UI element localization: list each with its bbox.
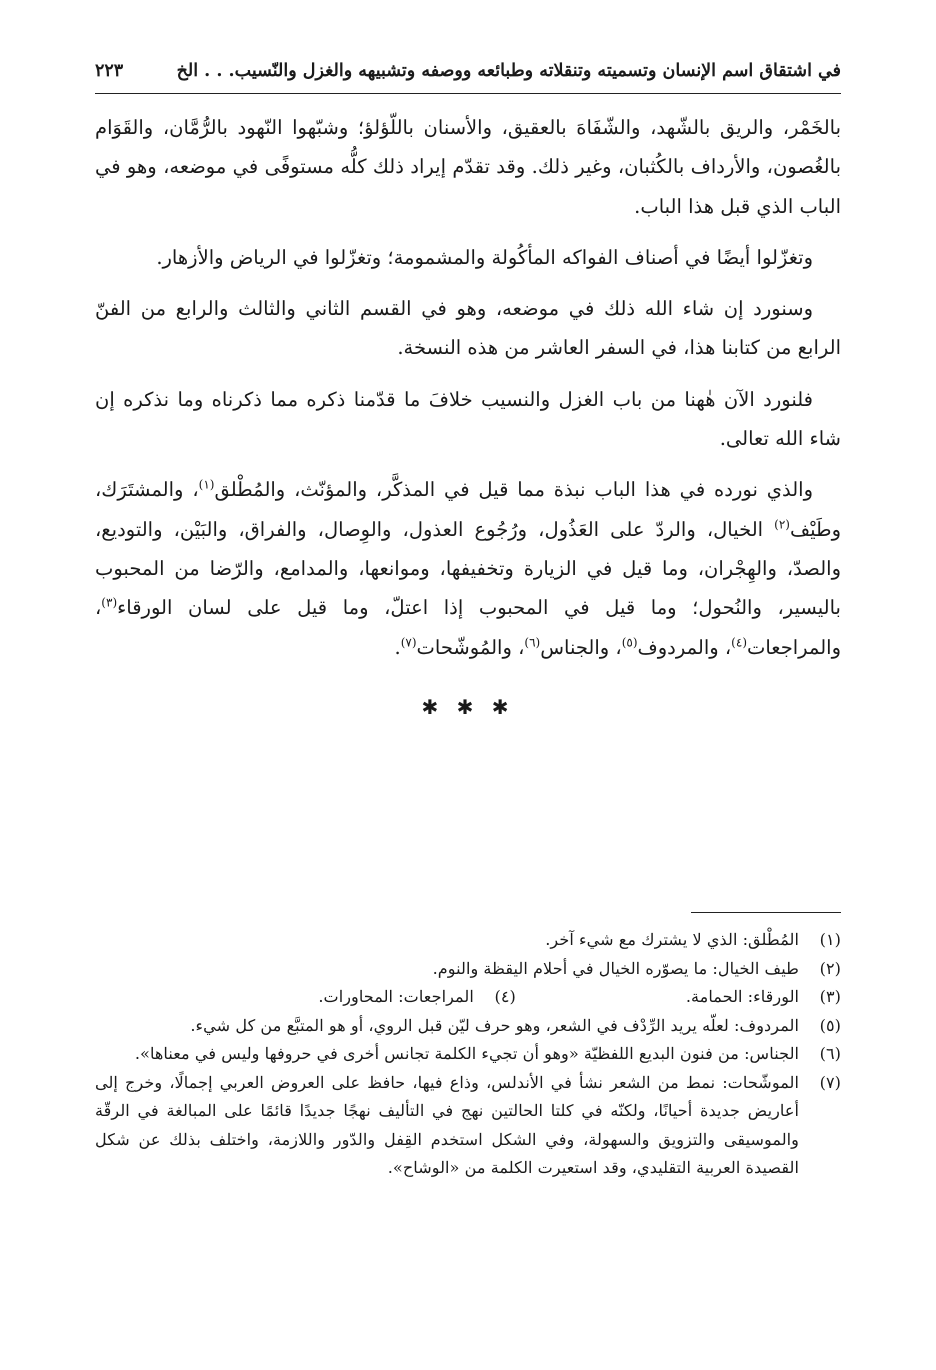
footnote-ref-6[interactable]: (٦) [524,635,541,650]
footnote-number: (١) [819,930,841,949]
footnote-text: الجناس: من فنون البديع اللفظيّة «وهو أن تجيء الكلمة تجانس أخرى في حروفها وليس في معناها». [134,1044,799,1063]
paragraph-2: وتغزّلوا أيضًا في أصناف الفواكه المأكُولة والمشمومة؛ وتغزّلوا في الرياض والأزهار. [156,245,813,269]
section-separator: ✱ ✱ ✱ [421,694,515,719]
footnote-text: الورقاء: الحمامة. [685,987,799,1006]
text-segment: والذي نورده في هذا الباب نبذة مما قيل في المذكَّر، والمؤنّث، والمُطْلق [214,478,814,502]
footnote-number: (٦) [819,1044,841,1063]
paragraph-5 [95,470,841,666]
paragraph-3: وسنورد إن شاء الله ذلك في موضعه، وهو في القسم الثاني والثالث والرابع من الفنّ الرابع من كتابنا هذا، في السفر العاشر من هذه النسخة. [95,297,841,360]
footnote-number: (٧) [819,1072,841,1092]
footnotes [95,926,841,1183]
footnote-number: (٥) [819,1015,841,1035]
footnote-3 [686,983,841,1012]
footnote-ref-5[interactable]: (٥) [621,635,638,650]
paragraph-1: بالخَمْر، والريق بالشّهد، والشّفَاهَ بالعقيق، والأسنان باللّؤلؤ؛ وشبّهوا النّهود بالرُّمَّان، والقَوَام بالغُصون، والأرداف بالكُثبان، وغير ذلك. وقد تقدّم إيراد ذلك كلُّه مستوفًى في موضعه، وهو في الباب الذي قبل هذا الباب. [95,116,841,218]
running-header [95,60,841,94]
footnote-4 [318,983,516,1012]
text-segment: ، والمراجعات [95,596,841,659]
footnote-1 [95,926,841,955]
paragraph-4: فلنورد الآن هٰهنا من باب الغزل والنسيب خلافَ ما قدّمنا ذكره مما ذكرناه وما نذكره إن شاء الله تعالى. [95,387,841,451]
text-segment: ، والمردوف [637,635,732,659]
footnote-ref-7[interactable]: (٧) [400,635,417,650]
text-segment: ، والجناس [540,635,622,659]
text-segment: ، والمُوشّحات [416,635,525,659]
footnote-number: (٢) [819,958,841,978]
footnote-6 [95,1040,841,1069]
footnote-text: المردوف: لعلّه يريد الرِّدْف في الشعر، وهو حرف ليّن قبل الروي، أو هو المتبَّع من كل شيء. [190,1015,799,1035]
footnote-5 [95,1012,841,1041]
text-segment: ، والمشتَرَك، وطَيْف [95,478,841,541]
footnote-number: (٤) [494,987,516,1006]
main-text [95,108,841,667]
footnote-text: الموشّحات: نمط من الشعر نشأ في الأندلس، وذاع فيها، حافظ على العروض العربي إجمالًا، وخرج إلى أعاريض جديدة أحيانًا، ولكنّه في كلتا الحالتين نهج في التأليف نهجًا جديدًا قائمًا على المبالغة في الرقّة والموسيقى والتزويق والسهولة، وفي الشكل استخدم القِفل والدّور واللازمة، واختلف بذلك عن شكل القصيدة العربية التقليدي، وقد استعيرت الكلمة من «الوشاح». [95,1072,799,1177]
footnote-2 [95,955,841,984]
text-segment: الخيال، والردّ على العَذُول، ورُجُوع العذول، والوِصال، والفراق، والبَيْن، والتوديع، والصدّ، والهِجْران، وما قيل في الزيارة وتخفيفها، وموانعها، والمدامع، والرّضا من المحبوب باليسير، والنُحول؛ وما قيل في المحبوب إذا اعتلّ، وما قيل على لسان الورقاء [95,517,841,620]
footnote-text: طيف الخيال: ما يصوّره الخيال في أحلام اليقظة والنوم. [432,958,799,978]
footnote-ref-1[interactable]: (١) [198,477,215,492]
footnote-ref-3[interactable]: (٣) [101,595,118,610]
book-page [95,60,841,1177]
footnote-3-4 [95,983,841,1012]
footnote-divider [691,912,841,913]
text-segment: . [394,635,401,659]
footnote-text: المراجعات: المحاورات. [318,987,474,1006]
footnote-ref-2[interactable]: (٢) [774,517,790,532]
footnote-7 [95,1069,841,1183]
footnote-ref-4[interactable]: (٤) [731,635,747,650]
page-number: ٢٢٣ [95,61,124,81]
footnote-text: المُطْلق: الذي لا يشترك مع شيء آخر. [545,930,799,949]
running-title: في اشتقاق اسم الإنسان وتسميته وتنقلاته وطبائعه ووصفه وتشبيهه والغزل والنّسيب. . . الخ [176,61,841,81]
footnote-number: (٣) [819,987,841,1006]
